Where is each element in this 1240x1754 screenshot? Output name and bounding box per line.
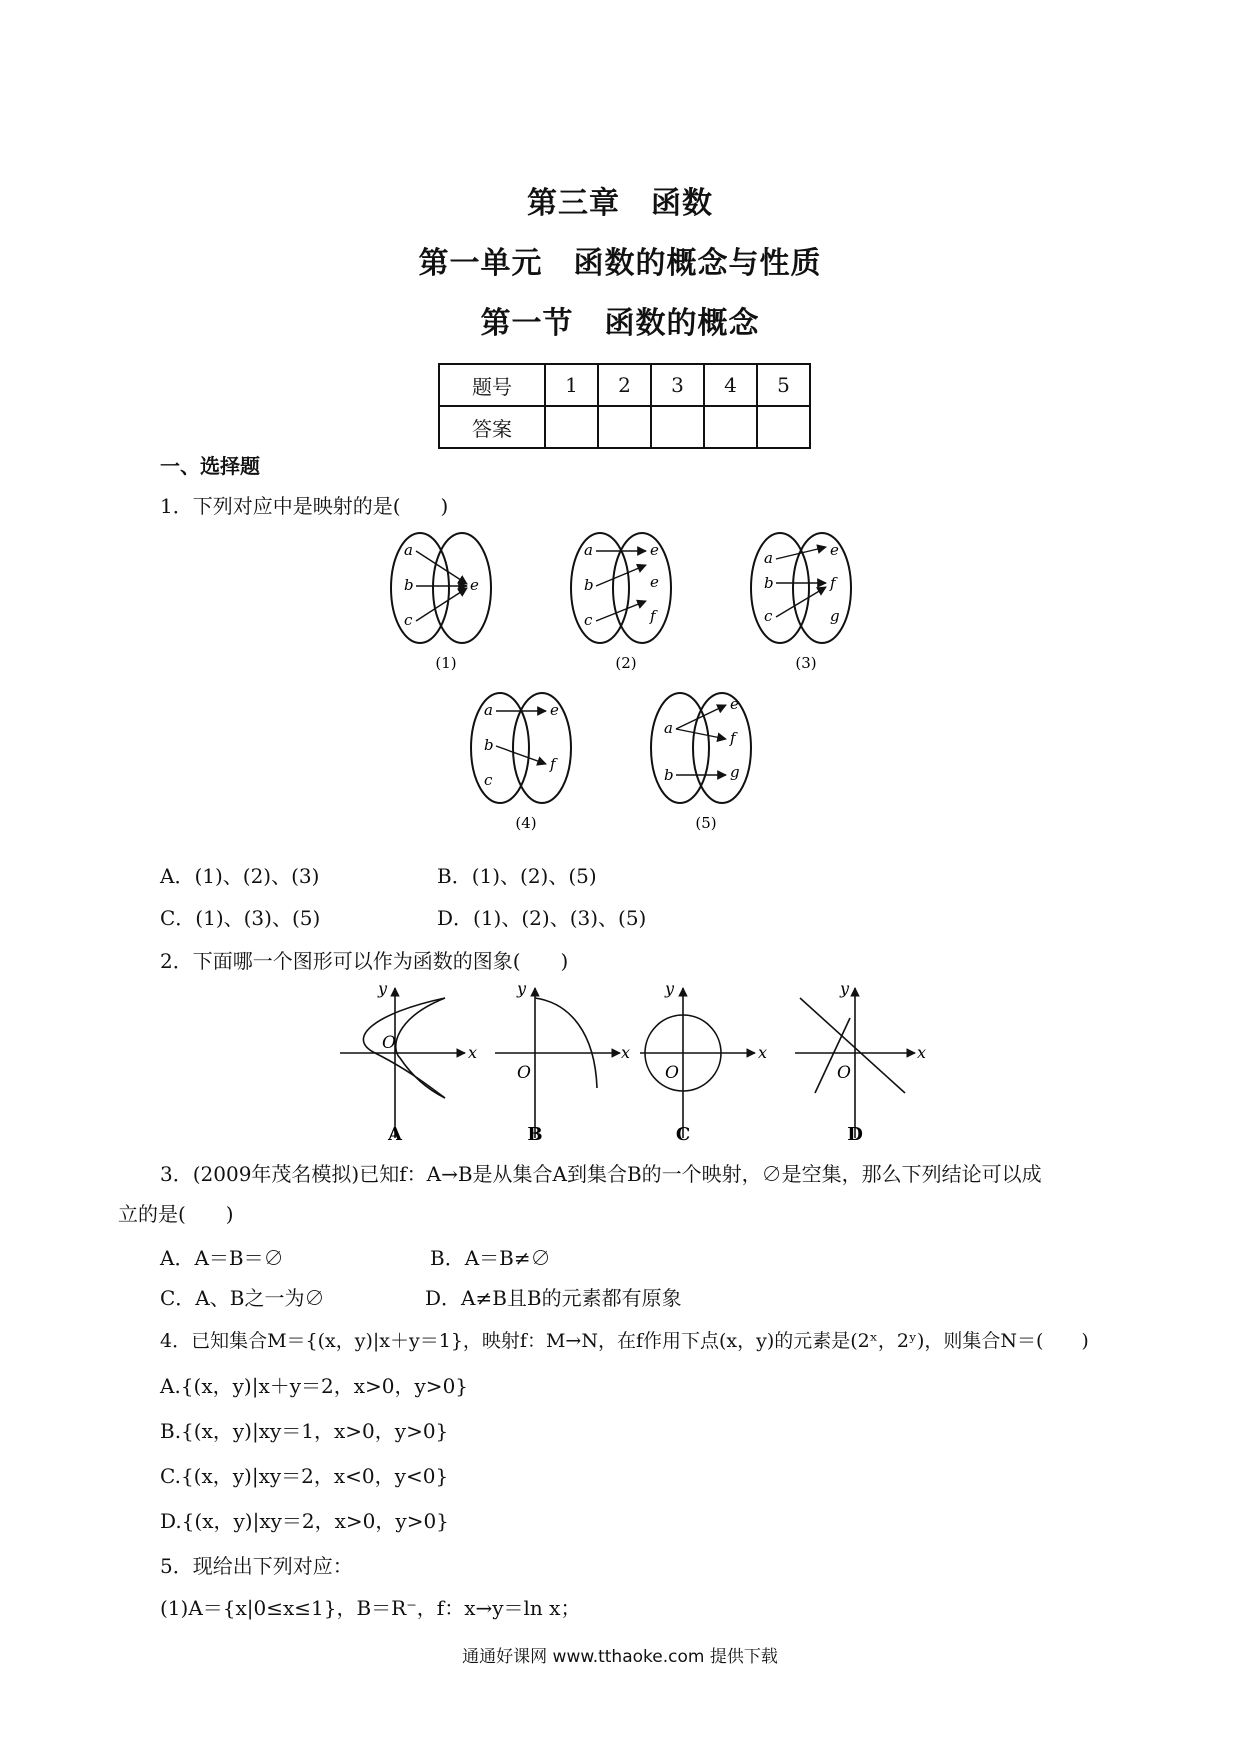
y-axis-label: y	[517, 979, 527, 998]
y-axis-label: y	[378, 979, 388, 998]
q3-stem-line2: 立的是( )	[118, 1202, 234, 1226]
q4-option-b: B.{(x，y)|xy＝1，x>0，y>0}	[160, 1419, 449, 1443]
q5-stem: 5．现给出下列对应：	[160, 1554, 353, 1578]
graph-c	[640, 979, 767, 1138]
q3-option-b: B．A＝B≠∅	[430, 1246, 551, 1270]
svg-text:b: b	[404, 576, 414, 594]
q4-option-a: A.{(x，y)|x＋y＝2，x>0，y>0}	[160, 1374, 469, 1398]
q2-stem: 2．下面哪一个图形可以作为函数的图象( )	[160, 949, 569, 973]
answer-cell[interactable]	[598, 406, 651, 448]
graph-label: C	[675, 1124, 691, 1145]
svg-text:f: f	[550, 755, 556, 773]
x-axis-label: x	[621, 1043, 631, 1062]
origin-label: O	[382, 1033, 396, 1053]
section-title: 第一节 函数的概念	[480, 306, 760, 341]
footer-source: 通通好课网 www.tthaoke.com 提供下载	[462, 1647, 778, 1667]
q1-option-a: A．(1)、(2)、(3)	[160, 864, 320, 888]
svg-text:c: c	[764, 607, 773, 625]
mapping-diagram-3	[751, 533, 851, 672]
svg-text:e: e	[470, 576, 479, 594]
mapping-diagram-4	[471, 693, 571, 832]
question-number: 1	[545, 364, 598, 406]
q3-option-a: A．A＝B＝∅	[160, 1246, 284, 1270]
svg-text:g: g	[730, 763, 740, 781]
svg-text:e: e	[830, 541, 839, 559]
svg-text:e: e	[650, 573, 659, 591]
y-axis-label: y	[840, 979, 850, 998]
unit-title: 第一单元 函数的概念与性质	[418, 246, 822, 281]
origin-label: O	[665, 1063, 679, 1083]
question-number: 5	[757, 364, 810, 406]
q5-item1: (1)A＝{x|0≤x≤1}，B＝R⁻，f：x→y＝ln x；	[160, 1596, 581, 1620]
y-axis-label: y	[665, 979, 675, 998]
mapping-diagrams-row2	[470, 685, 790, 835]
q1-stem: 1．下列对应中是映射的是( )	[160, 494, 449, 518]
graph-label: A	[388, 1124, 402, 1145]
mapping-diagrams-row1	[390, 525, 900, 675]
svg-text:a: a	[584, 541, 593, 559]
q3-option-c: C．A、B之一为∅	[160, 1286, 325, 1310]
q1-option-b: B．(1)、(2)、(5)	[437, 864, 597, 888]
svg-text:b: b	[484, 736, 494, 754]
svg-text:c: c	[404, 611, 413, 629]
answer-cell[interactable]	[545, 406, 598, 448]
svg-text:c: c	[484, 771, 493, 789]
svg-text:g: g	[830, 607, 840, 625]
mapping-diagram-1	[391, 533, 491, 672]
graph-label: D	[847, 1124, 863, 1145]
mapping-diagram-5	[651, 693, 751, 832]
q4-option-c: C.{(x，y)|xy＝2，x<0，y<0}	[160, 1464, 449, 1488]
svg-text:b: b	[664, 766, 674, 784]
question-number-label: 题号	[439, 364, 545, 406]
question-number: 4	[704, 364, 757, 406]
origin-label: O	[837, 1063, 851, 1083]
svg-text:f: f	[830, 574, 836, 592]
svg-text:a: a	[404, 541, 413, 559]
q1-option-c: C．(1)、(3)、(5)	[160, 906, 321, 930]
svg-text:f: f	[730, 729, 736, 747]
graph-d	[795, 979, 926, 1138]
x-axis-label: x	[917, 1043, 927, 1062]
part-heading: 一、选择题	[160, 454, 260, 478]
x-axis-label: x	[758, 1043, 768, 1062]
svg-text:a: a	[764, 549, 773, 567]
svg-text:c: c	[584, 611, 593, 629]
answer-label: 答案	[439, 406, 545, 448]
answer-table	[438, 363, 811, 449]
mapping-diagram-2	[571, 533, 671, 672]
answer-cell[interactable]	[757, 406, 810, 448]
origin-label: O	[517, 1063, 531, 1083]
svg-text:e: e	[730, 695, 739, 713]
mapping-caption: (2)	[615, 654, 637, 672]
q1-option-d: D．(1)、(2)、(3)、(5)	[437, 906, 647, 930]
answer-cell[interactable]	[651, 406, 704, 448]
q3-option-d: D．A≠B且B的元素都有原象	[425, 1286, 682, 1310]
mapping-caption: (4)	[515, 814, 537, 832]
answer-cell[interactable]	[704, 406, 757, 448]
q4-stem: 4．已知集合M＝{(x，y)|x＋y＝1}，映射f：M→N，在f作用下点(x，y)的元素是(2ˣ，2ʸ)，则集合N＝( )	[160, 1330, 1089, 1352]
q4-option-d: D.{(x，y)|xy＝2，x>0，y>0}	[160, 1509, 449, 1533]
question-number: 3	[651, 364, 704, 406]
svg-text:b: b	[764, 574, 774, 592]
svg-text:a: a	[484, 701, 493, 719]
svg-text:b: b	[584, 576, 594, 594]
q3-stem-line1: 3．(2009年茂名模拟)已知f：A→B是从集合A到集合B的一个映射，∅是空集，那么下列结论可以成	[160, 1162, 1042, 1186]
graph-a	[340, 979, 477, 1138]
svg-text:a: a	[664, 719, 673, 737]
svg-text:e: e	[550, 701, 559, 719]
x-axis-label: x	[468, 1043, 478, 1062]
graph-label: B	[527, 1124, 543, 1145]
mapping-caption: (3)	[795, 654, 817, 672]
q2-graphs	[335, 978, 935, 1148]
mapping-caption: (1)	[435, 654, 457, 672]
chapter-title: 第三章 函数	[527, 186, 713, 221]
mapping-caption: (5)	[695, 814, 717, 832]
graph-b	[495, 979, 630, 1138]
question-number: 2	[598, 364, 651, 406]
svg-text:e: e	[650, 541, 659, 559]
svg-text:f: f	[650, 607, 656, 625]
